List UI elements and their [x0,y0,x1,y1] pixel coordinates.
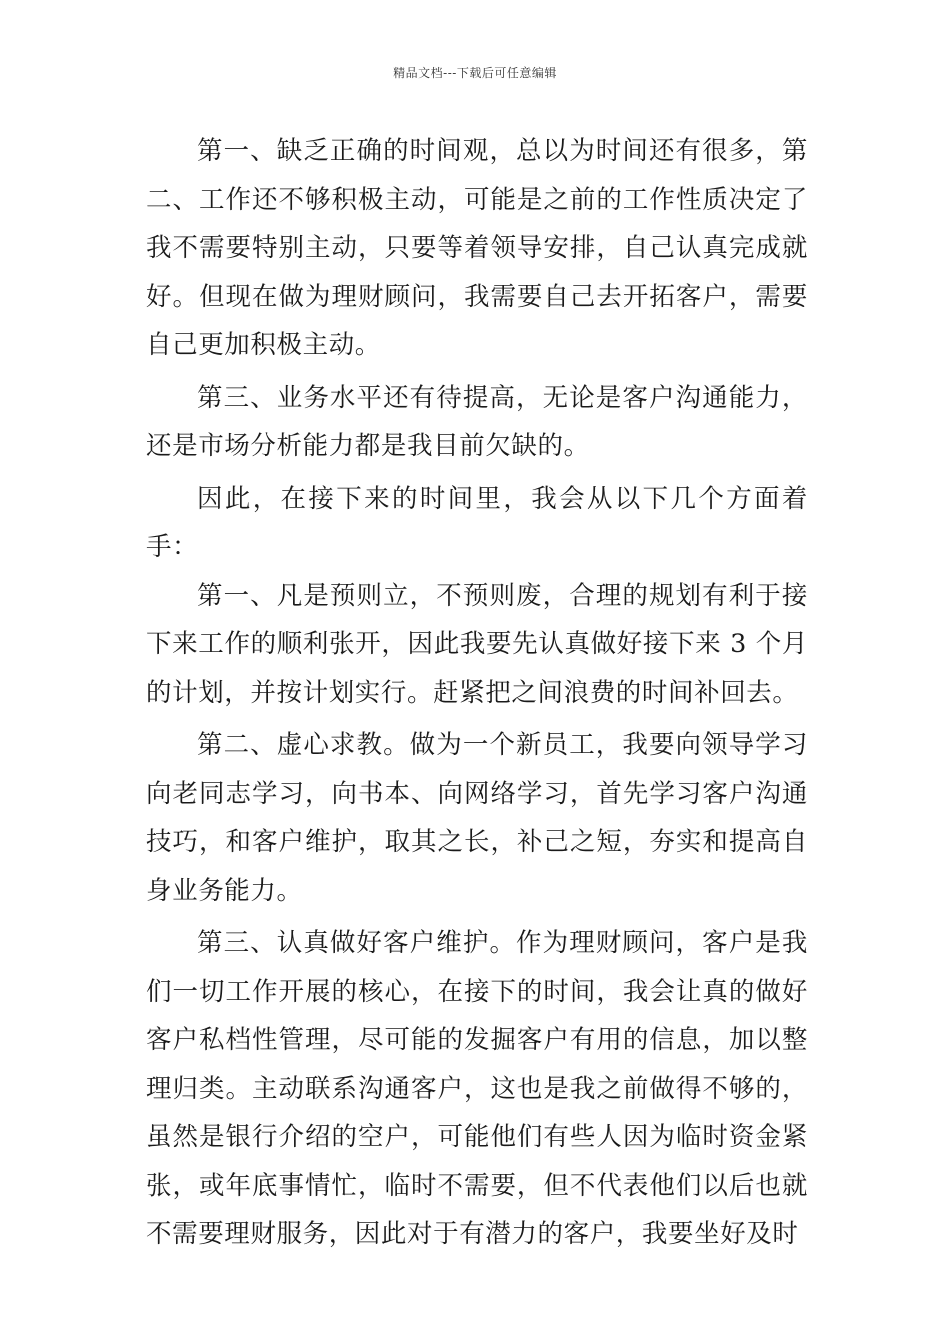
paragraph-plan-third: 第三、认真做好客户维护。作为理财顾问，客户是我们一切工作开展的核心，在接下的时间，我会让真的做好客户私档性管理，尽可能的发掘客户有用的信息，加以整理归类。主动联系沟通客户，这也是我之前做得不够的，虽然是银行介绍的空户，可能他们有些人因为临时资金紧张，或年底事情忙，临时不需要，但不代表他们以后也就不需要理财服务，因此对于有潜力的客户，我要坐好及时 [146,928,808,1249]
paragraph-plan-first: 第一、凡是预则立，不预则废，合理的规划有利于接下来工作的顺利张开，因此我要先认真做好接下来 3 个月的计划，并按计划实行。赶紧把之间浪费的时间补回去。 [146,580,808,708]
paragraph-business-level: 第三、业务水平还有待提高，无论是客户沟通能力，还是市场分析能力都是我目前欠缺的。 [146,382,808,461]
page-header: 精品文档---下载后可任意编辑 [393,66,557,80]
paragraph-plan-second: 第二、虚心求教。做为一个新员工，我要向领导学习向老同志学习，向书本、向网络学习，首先学习客户沟通技巧，和客户维护，取其之长，补己之短，夯实和提高自身业务能力。 [146,730,808,906]
paragraph-plan-intro: 因此，在接下来的时间里，我会从以下几个方面着手： [146,483,808,562]
paragraph-shortcomings: 第一、缺乏正确的时间观，总以为时间还有很多，第二、工作还不够积极主动，可能是之前的工作性质决定了我不需要特别主动，只要等着领导安排，自己认真完成就好。但现在做为理财顾问，我需要自己去开拓客户，需要自己更加积极主动。 [146,136,808,360]
document-body [146,127,808,1259]
